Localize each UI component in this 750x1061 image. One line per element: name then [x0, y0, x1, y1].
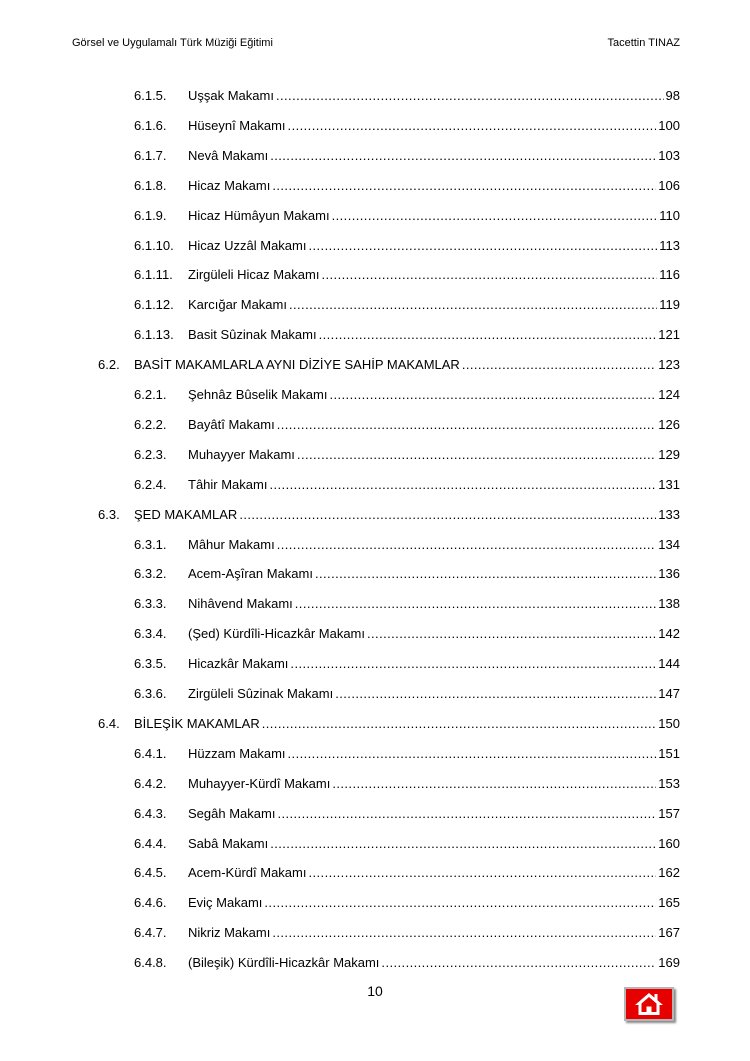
toc-entry-number: 6.3. — [98, 507, 120, 522]
toc-entry-number: 6.2.4. — [134, 477, 167, 492]
toc-entry-title: Sabâ Makamı — [188, 836, 269, 851]
dot-leader — [276, 86, 664, 106]
toc-entry-title: Nikriz Makamı — [188, 925, 271, 940]
toc-entry-page: 144 — [658, 656, 680, 671]
toc-entry-title: BASİT MAKAMLARLA AYNI DİZİYE SAHİP MAKAMLAR — [134, 357, 460, 372]
toc-entry[interactable] — [134, 953, 680, 973]
toc-entry[interactable] — [134, 116, 680, 136]
toc-entry-number: 6.2.2. — [134, 417, 167, 432]
dot-leader — [308, 863, 656, 883]
toc-entry-page: 138 — [658, 596, 680, 611]
toc-entry[interactable] — [134, 594, 680, 614]
toc-entry-number: 6.1.7. — [134, 148, 167, 163]
toc-entry-title: Acem-Aşîran Makamı — [188, 566, 313, 581]
toc-entry[interactable] — [134, 236, 680, 256]
toc-entry-page: 133 — [658, 507, 680, 522]
toc-entry-title: Hicazkâr Makamı — [188, 656, 289, 671]
toc-entry-number: 6.2.1. — [134, 387, 167, 402]
toc-entry[interactable] — [134, 804, 680, 824]
toc-entry-page: 150 — [658, 716, 680, 731]
toc-entry-number: 6.3.4. — [134, 626, 167, 641]
toc-entry[interactable] — [134, 684, 680, 704]
toc-entry-number: 6.1.13. — [134, 327, 174, 342]
toc-entry-title: ŞED MAKAMLAR — [134, 507, 238, 522]
dot-leader — [295, 594, 657, 614]
toc-entry-page: 121 — [658, 327, 680, 342]
toc-entry-number: 6.1.10. — [134, 238, 174, 253]
toc-entry-title: Zirgüleli Sûzinak Makamı — [188, 686, 334, 701]
dot-leader — [272, 923, 656, 943]
dot-leader — [270, 834, 656, 854]
toc-entry-page: 157 — [658, 806, 680, 821]
toc-entry-page: 126 — [658, 417, 680, 432]
toc-entry-page: 134 — [658, 537, 680, 552]
toc-entry-title: BİLEŞİK MAKAMLAR — [134, 716, 260, 731]
dot-leader — [270, 146, 656, 166]
dot-leader — [381, 953, 656, 973]
toc-entry[interactable] — [134, 535, 680, 555]
toc-entry-title: Eviç Makamı — [188, 895, 263, 910]
toc-entry-page: 136 — [658, 566, 680, 581]
toc-entry-number: 6.1.9. — [134, 208, 167, 223]
dot-leader — [277, 535, 657, 555]
toc-entry[interactable] — [134, 86, 680, 106]
toc-entry-number: 6.3.6. — [134, 686, 167, 701]
toc-entry-title: Muhayyer Makamı — [188, 447, 295, 462]
dot-leader — [290, 654, 656, 674]
toc-entry-title: Karcığar Makamı — [188, 297, 287, 312]
dot-leader — [332, 206, 658, 226]
page-number: 10 — [367, 983, 383, 999]
toc-entry-page: 142 — [658, 626, 680, 641]
toc-entry-page: 116 — [659, 267, 680, 282]
dot-leader — [335, 684, 656, 704]
dot-leader — [297, 445, 656, 465]
toc-entry[interactable] — [134, 295, 680, 315]
toc-entry-title: Bayâtî Makamı — [188, 417, 275, 432]
toc-entry[interactable] — [134, 325, 680, 345]
toc-entry-page: 124 — [658, 387, 680, 402]
dot-leader — [367, 624, 656, 644]
toc-entry-number: 6.3.5. — [134, 656, 167, 671]
toc-entry[interactable] — [134, 744, 680, 764]
dot-leader — [329, 385, 656, 405]
toc-entry[interactable] — [134, 415, 680, 435]
home-icon — [633, 991, 665, 1017]
dot-leader — [262, 714, 657, 734]
toc-entry[interactable] — [98, 714, 680, 734]
toc-entry-number: 6.3.3. — [134, 596, 167, 611]
toc-entry-number: 6.4.3. — [134, 806, 167, 821]
dot-leader — [269, 475, 656, 495]
toc-entry-title: Basit Sûzinak Makamı — [188, 327, 317, 342]
toc-entry[interactable] — [134, 774, 680, 794]
dot-leader — [277, 415, 657, 435]
toc-entry[interactable] — [134, 564, 680, 584]
dot-leader — [462, 355, 656, 375]
toc-entry[interactable] — [134, 445, 680, 465]
toc-entry-title: Hüzzam Makamı — [188, 746, 286, 761]
toc-entry-number: 6.4.5. — [134, 865, 167, 880]
toc-entry-page: 103 — [658, 148, 680, 163]
toc-entry-title: Muhayyer-Kürdî Makamı — [188, 776, 331, 791]
toc-entry-page: 165 — [658, 895, 680, 910]
toc-entry[interactable] — [134, 206, 680, 226]
toc-entry-number: 6.4.7. — [134, 925, 167, 940]
dot-leader — [272, 176, 656, 196]
toc-entry[interactable] — [134, 624, 680, 644]
toc-entry-title: Uşşak Makamı — [188, 88, 274, 103]
toc-entry-page: 119 — [659, 297, 680, 312]
toc-entry-number: 6.1.11. — [134, 267, 173, 282]
toc-entry-page: 110 — [659, 208, 680, 223]
dot-leader — [321, 265, 657, 285]
toc-entry-title: (Şed) Kürdîli-Hicazkâr Makamı — [188, 626, 365, 641]
toc-entry-number: 6.3.2. — [134, 566, 167, 581]
toc-entry-page: 131 — [658, 477, 680, 492]
toc-entry-title: Hüseynî Makamı — [188, 118, 286, 133]
toc-entry-number: 6.4.4. — [134, 836, 167, 851]
toc-entry-page: 162 — [658, 865, 680, 880]
toc-entry[interactable] — [134, 385, 680, 405]
toc-entry-number: 6.4.2. — [134, 776, 167, 791]
dot-leader — [319, 325, 657, 345]
running-header — [72, 37, 680, 51]
dot-leader — [288, 744, 657, 764]
header-book-title: Görsel ve Uygulamalı Türk Müziği Eğitimi — [72, 37, 273, 49]
toc-entry[interactable] — [134, 863, 680, 883]
toc-entry[interactable] — [134, 923, 680, 943]
toc-entry-page: 167 — [658, 925, 680, 940]
header-author: Tacettin TINAZ — [607, 37, 680, 49]
dot-leader — [288, 116, 657, 136]
toc-entry[interactable] — [98, 505, 680, 525]
toc-entry-title: Hicaz Makamı — [188, 178, 271, 193]
toc-entry-title: Nihâvend Makamı — [188, 596, 293, 611]
toc-entry-title: Tâhir Makamı — [188, 477, 268, 492]
toc-entry-page: 153 — [658, 776, 680, 791]
dot-leader — [264, 893, 656, 913]
toc-entry-number: 6.2. — [98, 357, 120, 372]
toc-entry-page: 98 — [665, 88, 680, 103]
toc-entry-title: Hicaz Hümâyun Makamı — [188, 208, 330, 223]
dot-leader — [308, 236, 657, 256]
toc-entry-title: Zirgüleli Hicaz Makamı — [188, 267, 320, 282]
dot-leader — [315, 564, 656, 584]
toc-entry-title: (Bileşik) Kürdîli-Hicazkâr Makamı — [188, 955, 380, 970]
toc-entry-number: 6.4. — [98, 716, 120, 731]
toc-entry-page: 100 — [658, 118, 680, 133]
toc-entry-title: Nevâ Makamı — [188, 148, 269, 163]
dot-leader — [332, 774, 656, 794]
dot-leader — [277, 804, 656, 824]
toc-entry-number: 6.4.6. — [134, 895, 167, 910]
toc-entry[interactable] — [134, 265, 680, 285]
toc-entry-page: 106 — [658, 178, 680, 193]
toc-entry-page: 113 — [659, 238, 680, 253]
toc-entry-page: 151 — [658, 746, 680, 761]
toc-entry[interactable] — [134, 176, 680, 196]
toc-entry-number: 6.4.1. — [134, 746, 167, 761]
toc-entry[interactable] — [98, 355, 680, 375]
toc-entry-page: 169 — [658, 955, 680, 970]
toc-entry-number: 6.1.5. — [134, 88, 167, 103]
toc-entry-page: 123 — [658, 357, 680, 372]
toc-entry-number: 6.3.1. — [134, 537, 167, 552]
toc-entry-number: 6.2.3. — [134, 447, 167, 462]
toc-entry-page: 147 — [658, 686, 680, 701]
toc-entry[interactable] — [134, 475, 680, 495]
toc-entry-number: 6.1.8. — [134, 178, 167, 193]
toc-entry-number: 6.4.8. — [134, 955, 167, 970]
toc-entry-title: Şehnâz Bûselik Makamı — [188, 387, 328, 402]
toc-entry[interactable] — [134, 893, 680, 913]
toc-entry-number: 6.1.6. — [134, 118, 167, 133]
toc-entry-title: Hicaz Uzzâl Makamı — [188, 238, 307, 253]
toc-entry-page: 160 — [658, 836, 680, 851]
home-button[interactable] — [624, 987, 674, 1021]
toc-entry[interactable] — [134, 654, 680, 674]
dot-leader — [289, 295, 657, 315]
toc-entry-page: 129 — [658, 447, 680, 462]
toc-entry-title: Acem-Kürdî Makamı — [188, 865, 307, 880]
toc-entry-title: Segâh Makamı — [188, 806, 276, 821]
toc-entry[interactable] — [134, 146, 680, 166]
toc-entry-title: Mâhur Makamı — [188, 537, 275, 552]
dot-leader — [239, 505, 656, 525]
toc-entry-number: 6.1.12. — [134, 297, 174, 312]
toc-entry[interactable] — [134, 834, 680, 854]
